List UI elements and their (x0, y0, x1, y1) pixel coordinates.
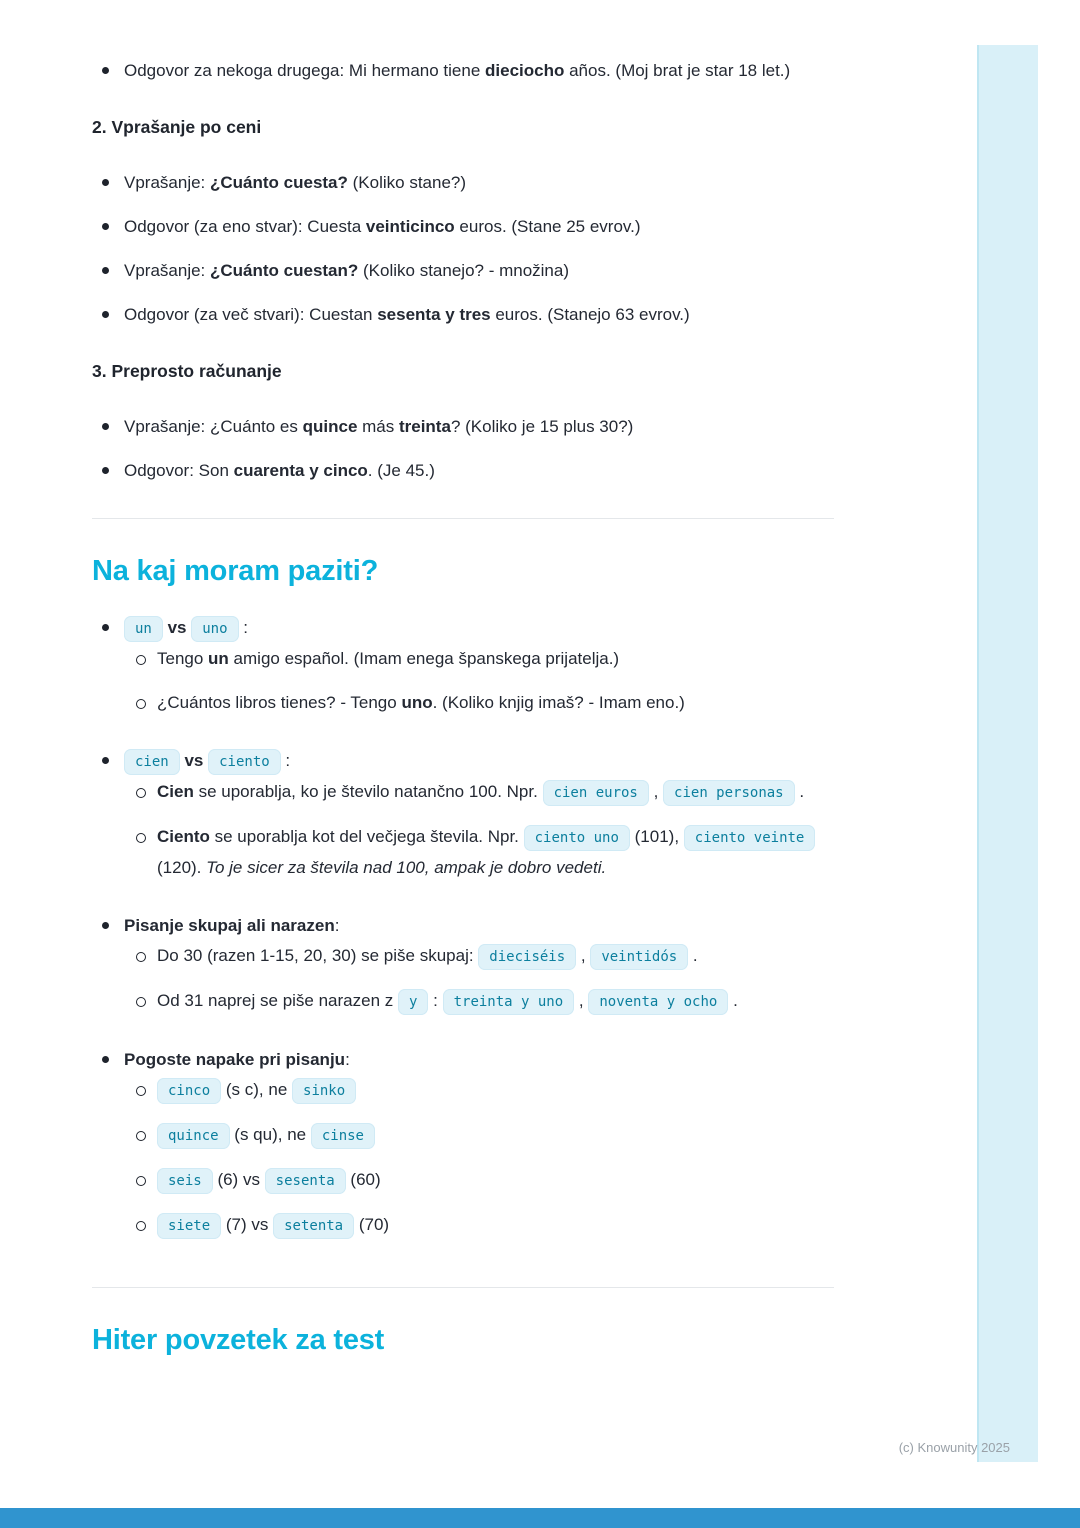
text-line (124, 1045, 834, 1075)
code-chip: noventa y ocho (588, 989, 728, 1015)
list-item (92, 1045, 834, 1255)
list-item-text (157, 986, 834, 1017)
bold-text: Pogoste napake pri pisanju (124, 1050, 346, 1069)
code-chip: ciento (208, 749, 281, 775)
bullet-list (92, 56, 834, 100)
list-item-text (157, 941, 834, 972)
code-chip: setenta (273, 1213, 354, 1239)
code-chip: dieciséis (478, 944, 576, 970)
bullet-icon (92, 56, 124, 86)
list-item-text (157, 1165, 834, 1196)
list-item (124, 1210, 834, 1241)
text-segment: . (688, 946, 698, 965)
bullet-icon (92, 256, 124, 286)
list-item-text (124, 212, 834, 242)
text-segment: : (334, 916, 340, 935)
list-item-text (124, 300, 834, 330)
text-line (157, 822, 834, 883)
section-title: Na kaj moram paziti? (92, 555, 379, 587)
bold-text: sesenta y tres (377, 305, 491, 324)
divider (92, 1287, 834, 1288)
list-item (92, 911, 834, 1031)
text-line (157, 941, 834, 972)
code-chip: siete (157, 1213, 221, 1239)
bold-text: cuarenta y cinco (233, 461, 368, 480)
bullet-icon (124, 1120, 157, 1151)
text-segment: , (648, 782, 664, 801)
list-item-text (157, 644, 834, 674)
text-segment: (7) vs (221, 1215, 274, 1234)
sublist (124, 644, 834, 732)
list-item-text (157, 688, 834, 718)
text-line (157, 644, 834, 674)
bullet-icon (124, 1165, 157, 1196)
text-line (124, 613, 834, 644)
code-chip: cinse (311, 1123, 375, 1149)
text-line (157, 688, 834, 718)
list-item-text (124, 1045, 834, 1255)
list-item (124, 941, 834, 972)
text-line (157, 1120, 834, 1151)
list-item (124, 1075, 834, 1106)
bullet-icon (92, 168, 124, 198)
list-item (92, 300, 834, 330)
list-item (92, 613, 834, 732)
text-segment: : (345, 1050, 350, 1069)
document-content (92, 56, 834, 1382)
text-segment: (s qu), ne (229, 1125, 311, 1144)
text-segment: (120). (157, 858, 207, 877)
text-segment: , (574, 991, 589, 1010)
text-segment: . (728, 991, 738, 1010)
code-chip: seis (157, 1168, 213, 1194)
list-item-text (124, 613, 834, 732)
text-line (157, 1210, 834, 1241)
text-line (124, 256, 834, 286)
list-item (124, 986, 834, 1017)
text-segment: . (Je 45.) (367, 461, 435, 480)
divider (92, 518, 834, 519)
code-chip: cinco (157, 1078, 221, 1104)
text-segment: Od 31 naprej se piše narazen z (157, 991, 398, 1010)
code-chip: cien personas (663, 780, 795, 806)
text-segment: Vprašanje: (124, 261, 210, 280)
text-segment: (101), (629, 827, 684, 846)
code-chip: cien (124, 749, 180, 775)
list-item-text (124, 412, 834, 442)
text-line (124, 412, 834, 442)
section-subheading: 3. Preprosto računanje (92, 361, 282, 381)
bold-text: treinta (398, 417, 451, 436)
bold-text: vs (167, 618, 187, 637)
sublist (124, 941, 834, 1031)
section-title: Hiter povzetek za test (92, 1324, 385, 1356)
text-line (157, 777, 834, 808)
bullet-list (92, 613, 834, 1269)
text-segment: se uporablja, ko je število natančno 100. Npr. (193, 782, 543, 801)
text-line (124, 168, 834, 198)
text-segment: (60) (345, 1170, 381, 1189)
text-line (157, 986, 834, 1017)
bullet-icon (124, 941, 157, 972)
bold-text: ¿Cuánto cuesta? (210, 173, 348, 192)
list-item-text (124, 746, 834, 897)
text-segment: Odgovor (za več stvari): Cuestan (124, 305, 378, 324)
bullet-icon (92, 300, 124, 330)
list-item (92, 168, 834, 198)
bullet-icon (124, 822, 157, 883)
text-segment: Odgovor: Son (124, 461, 234, 480)
sublist (124, 777, 834, 897)
bold-text: vs (184, 751, 204, 770)
bullet-icon (124, 688, 157, 718)
list-item-text (124, 911, 834, 1031)
code-chip: y (398, 989, 428, 1015)
code-chip: ciento uno (524, 825, 630, 851)
text-segment: Do 30 (razen 1-15, 20, 30) se piše skupaj: (157, 946, 479, 965)
text-segment: (70) (354, 1215, 390, 1234)
italic-text: To je sicer za števila nad 100, ampak je dobro vedeti. (206, 858, 607, 877)
list-item (124, 1120, 834, 1151)
bold-text: dieciocho (485, 61, 565, 80)
list-item (92, 56, 834, 86)
code-chip: quince (157, 1123, 230, 1149)
list-item-text (157, 777, 834, 808)
list-item-text (157, 1075, 834, 1106)
list-item (92, 456, 834, 486)
list-item-text (124, 256, 834, 286)
bullet-icon (124, 1210, 157, 1241)
text-segment: ¿Cuántos libros tienes? - Tengo (157, 693, 402, 712)
text-segment: Tengo (157, 649, 209, 668)
sublist (124, 1075, 834, 1255)
code-chip: treinta y uno (443, 989, 575, 1015)
text-segment: Vprašanje: ¿Cuánto es (124, 417, 303, 436)
text-segment: : (238, 618, 248, 637)
code-chip: ciento veinte (684, 825, 816, 851)
list-item-text (157, 1210, 834, 1241)
bold-text: Ciento (157, 827, 210, 846)
text-line (124, 746, 834, 777)
text-segment: amigo español. (Imam enega španskega prijatelja.) (228, 649, 620, 668)
text-segment: (Koliko stanejo? - množina) (358, 261, 570, 280)
text-segment: Odgovor za nekoga drugega: Mi hermano tiene (124, 61, 486, 80)
list-item-text (157, 822, 834, 883)
code-chip: uno (191, 616, 238, 642)
code-chip: cien euros (543, 780, 649, 806)
bold-text: veinticinco (365, 217, 455, 236)
list-item-text (124, 456, 834, 486)
bullet-icon (92, 412, 124, 442)
text-line (157, 1075, 834, 1106)
bullet-list (92, 412, 834, 500)
list-item (124, 1165, 834, 1196)
bold-text: quince (302, 417, 358, 436)
page-edge-stripe (977, 45, 1038, 1462)
list-item-text (124, 168, 834, 198)
bullet-icon (92, 456, 124, 486)
text-line (124, 911, 834, 941)
list-item (124, 777, 834, 808)
code-chip: veintidós (590, 944, 688, 970)
text-line (124, 300, 834, 330)
bullet-icon (92, 746, 124, 897)
text-segment: euros. (Stanejo 63 evrov.) (490, 305, 690, 324)
list-item (92, 212, 834, 242)
bullet-icon (92, 212, 124, 242)
text-segment: Vprašanje: (124, 173, 210, 192)
section-subheading: 2. Vprašanje po ceni (92, 117, 262, 137)
list-item (124, 688, 834, 718)
bullet-icon (92, 613, 124, 732)
code-chip: un (124, 616, 163, 642)
bold-text: Pisanje skupaj ali narazen (124, 916, 335, 935)
list-item (92, 412, 834, 442)
text-segment: euros. (Stane 25 evrov.) (454, 217, 641, 236)
bullet-icon (92, 911, 124, 1031)
bullet-icon (124, 986, 157, 1017)
list-item-text (124, 56, 834, 86)
text-segment: : (428, 991, 443, 1010)
text-segment: se uporablja kot del večjega števila. Npr. (209, 827, 524, 846)
text-line (124, 456, 834, 486)
bullet-icon (92, 1045, 124, 1255)
text-segment: . (Koliko knjig imaš? - Imam eno.) (432, 693, 685, 712)
text-segment: más (357, 417, 399, 436)
text-segment: , (576, 946, 591, 965)
code-chip: sinko (292, 1078, 356, 1104)
text-segment: : (280, 751, 291, 770)
list-item (124, 644, 834, 674)
text-line (124, 56, 834, 86)
list-item-text (157, 1120, 834, 1151)
list-item (92, 746, 834, 897)
page-footer-bar (0, 1508, 1080, 1528)
bold-text: ¿Cuánto cuestan? (210, 261, 359, 280)
list-item (124, 822, 834, 883)
bold-text: un (208, 649, 229, 668)
bold-text: uno (401, 693, 433, 712)
text-line (157, 1165, 834, 1196)
text-segment: (Koliko stane?) (347, 173, 467, 192)
list-item (92, 256, 834, 286)
bullet-list (92, 168, 834, 344)
bullet-icon (124, 1075, 157, 1106)
text-segment: ? (Koliko je 15 plus 30?) (450, 417, 634, 436)
bullet-icon (124, 644, 157, 674)
bullet-icon (124, 777, 157, 808)
text-segment: . (794, 782, 805, 801)
bold-text: Cien (157, 782, 194, 801)
text-segment: Odgovor (za eno stvar): Cuesta (124, 217, 366, 236)
watermark: (c) Knowunity 2025 (898, 1440, 1010, 1455)
text-line (124, 212, 834, 242)
text-segment: años. (Moj brat je star 18 let.) (564, 61, 791, 80)
text-segment: (6) vs (212, 1170, 265, 1189)
text-segment: (s c), ne (221, 1080, 293, 1099)
code-chip: sesenta (265, 1168, 346, 1194)
